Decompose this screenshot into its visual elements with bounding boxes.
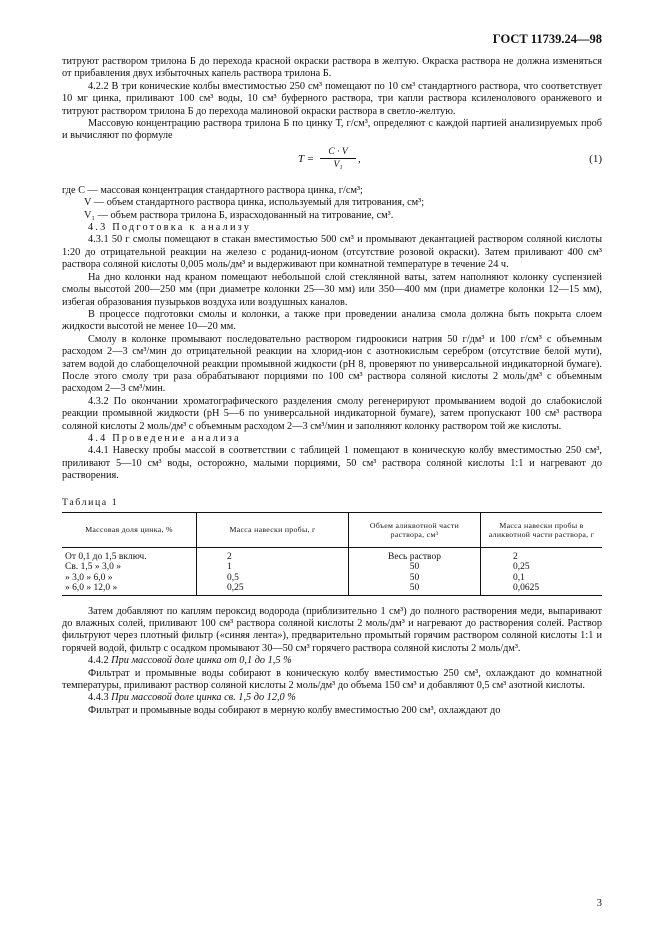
table-cell: 0,25	[197, 583, 349, 595]
paragraph: Фильтрат и промывные воды собирают в коническую колбу вместимостью 250 см³, охлаждают до комнатной температуры, приливают раствор соляной кислоты 2 моль/дм³ до объема 150 см³ и добавляют 0,5 см³ азотной кислоты.	[62, 667, 602, 692]
section-title-analysis: 4.4 Проведение анализа	[88, 432, 241, 444]
subsection-number: 4.4.3	[88, 692, 109, 704]
paragraph: Фильтрат и промывные воды собирают в мерную колбу вместимостью 200 см³, охлаждают до	[88, 704, 501, 716]
table-cell: 0,1	[481, 573, 603, 584]
paragraph: 4.3.1 50 г смолы помещают в стакан вместимостью 500 см³ и промывают декантацией раствором соляной кислоты 1:20 до отрицательной реакции на железо с роданид-ионом (отсутствие розовой окраски). Затем приливают 400 см³ раствора соляной кислоты 0,005 моль/дм³ и выдерживают при комнатной температуре в течение 24 ч.	[62, 234, 602, 271]
table-cell: Весь раствор	[349, 547, 481, 562]
table-cell: » 3,0 » 6,0 »	[65, 572, 113, 583]
table-header: Масса навески пробы в аликвотной части раствора, г	[481, 512, 603, 547]
paragraph: 4.4.1 Навеску пробы массой в соответствии с таблицей 1 помещают в коническую колбу вместимостью 250 см³, приливают 5—10 см³ воды, осторожно, малыми порциями, 50 см³ раствора соляной кислоты 1:1 и нагревают до растворения.	[62, 445, 602, 482]
table-cell: 1	[197, 562, 349, 573]
table-row	[62, 583, 602, 595]
page-number: 3	[596, 898, 602, 909]
table-caption: Таблица 1	[62, 496, 119, 508]
subsection-title: При массовой доле цинка от 0,1 до 1,5 %	[111, 655, 292, 667]
table-row	[62, 562, 602, 573]
table-row	[62, 573, 602, 584]
formula-number: (1)	[589, 152, 602, 165]
legend-c: где С — массовая концентрация стандартного раствора цинка, г/см³;	[62, 184, 363, 196]
table-header: Массовая доля цинка, %	[62, 512, 197, 547]
formula-lhs: T =	[298, 152, 315, 165]
subsection-title: При массовой доле цинка св. 1,5 до 12,0 %	[111, 692, 296, 704]
table-cell: 0,25	[481, 562, 603, 573]
formula-fraction	[320, 147, 356, 170]
paragraph: 4.3.2 По окончании хроматографического разделения смолу регенерируют промыванием водой до слабокислой реакции промывной жидкости (рН 5—6 по универсальной индикаторной бумаге), затем пропускают 100 см³ раствора соляной кислоты 2 моль/дм³ с объемным расходом 2—3 см³/мин и заполняют колонку раствором той же кислоты.	[62, 395, 602, 432]
table-cell: От 0,1 до 1,5 включ.	[65, 551, 147, 562]
formula-numerator: C · V	[320, 147, 356, 159]
table-cell: 2	[481, 547, 603, 562]
subsection-4-4-3	[62, 692, 602, 704]
formula-1	[62, 147, 602, 181]
paragraph: Затем добавляют по каплям пероксид водорода (приблизительно 1 см³) до полного растворения меди, выпаривают до влажных солей, приливают 100 см³ раствора соляной кислоты 2 моль/дм³ и нагревают до растворения солей. Раствор фильтруют через плотный фильтр («синяя лента»), предварительно промытый горячим раствором соляной кислоты 1:1 и горячей водой, фильтр с осадком промывают 30—50 см³ горячего раствора соляной кислоты 2 моль/дм³.	[62, 605, 602, 654]
document-page	[62, 32, 602, 717]
paragraph: 4.2.2 В три конические колбы вместимостью 250 см³ помещают по 10 см³ стандартного раствора, что соответствует 10 мг цинка, приливают 100 см³ воды, 10 см³ буферного раствора, три капли раствора ксиленолового оранжевого и титруют раствором трилона Б до перехода малиновой окраски раствора в светло-желтую.	[62, 80, 602, 117]
table-header: Масса навески пробы, г	[197, 512, 349, 547]
table-1	[62, 512, 602, 596]
standard-header: ГОСТ 11739.24—98	[492, 32, 602, 46]
table-cell: 50	[349, 573, 481, 584]
paragraph: титруют раствором трилона Б до перехода красной окраски раствора в желтую. Окраска раствора не должна изменяться от прибавления двух избыточных капель раствора трилона Б.	[62, 56, 602, 80]
paragraph: В процессе подготовки смолы и колонки, а также при проведении анализа смола должна быть покрыта слоем жидкости высотой не менее 10—20 мм.	[62, 308, 602, 333]
section-title-preparation: 4.3 Подготовка к анализу	[88, 222, 252, 234]
subsection-4-4-2	[62, 655, 602, 667]
formula-denominator: V₁	[333, 159, 343, 170]
legend-v: V — объем стандартного раствора цинка, используемый для титрования, см³;	[84, 197, 425, 209]
table-header: Объем аликвотной части раствора, см³	[349, 512, 481, 547]
table-cell: » 6,0 » 12,0 »	[62, 583, 197, 595]
table-cell: 50	[349, 583, 481, 595]
table-cell: 0,0625	[481, 583, 603, 595]
formula-comma: ,	[358, 152, 361, 165]
formula-legend	[62, 185, 602, 222]
paragraph: Смолу в колонке промывают последовательно раствором гидроокиси натрия 50 г/дм³ и 100 г/см³ с объемным расходом 2—3 см³/мин до отрицательной реакции на хлорид-ион с азотнокислым серебром (отсутствие белой мути), затем водой до слабощелочной реакции промывной жидкости (рН 8, проверяют по универсальной индикаторной бумаге). После этого смолу три раза обрабатывают порциями по 100 см³ раствора соляной кислоты 2 моль/дм³ с объемным расходом 2—3 см³/мин.	[62, 333, 602, 395]
table-cell: 50	[349, 562, 481, 573]
subsection-number: 4.4.2	[88, 655, 109, 667]
table-cell: Св. 1,5 » 3,0 »	[65, 562, 121, 573]
paragraph: На дно колонки над краном помещают небольшой слой стеклянной ваты, затем наполняют колонку суспензией смолы высотой 200—250 мм (при диаметре колонки 25—30 мм) или 350—400 мм (при диаметре колонки 12—15 мм), избегая образования пузырьков воздуха или воздушных каналов.	[62, 271, 602, 308]
table-cell: 0,5	[197, 573, 349, 584]
table-cell: 2	[197, 547, 349, 562]
table-row	[62, 547, 602, 562]
paragraph: Массовую концентрацию раствора трилона Б по цинку Т, г/см³, определяют с каждой партией анализируемых проб и вычисляют по формуле	[62, 118, 602, 142]
legend-v1: V₁ — объем раствора трилона Б, израсходованный на титрование, см³.	[84, 209, 394, 221]
